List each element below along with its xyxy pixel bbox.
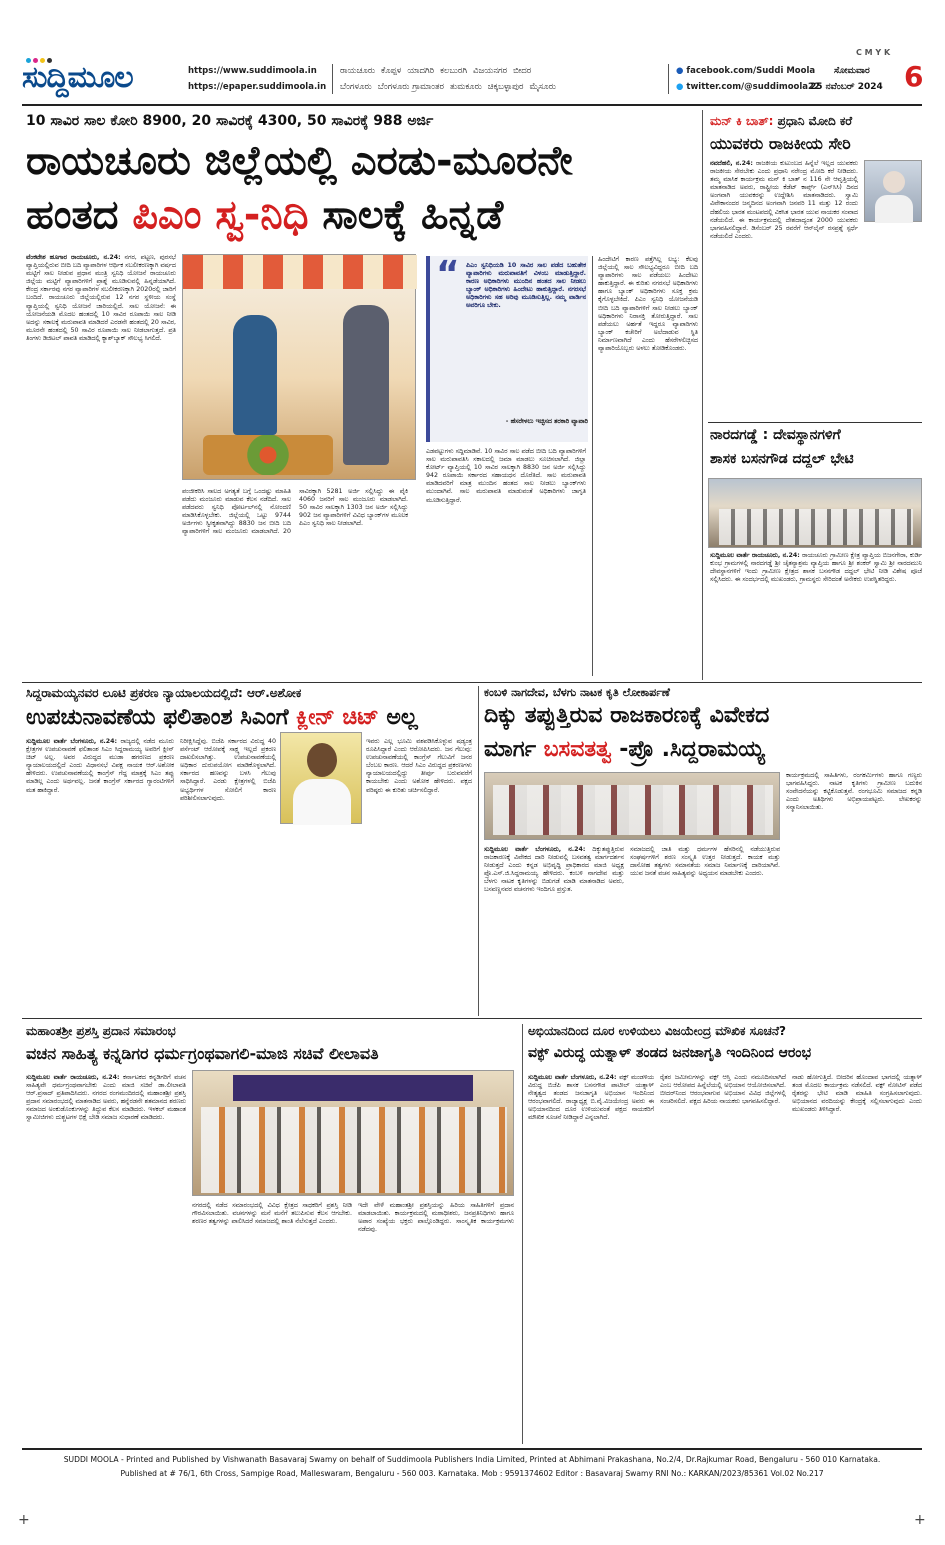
lead-col2: ಪಂಜೀಕರಿಸಿ ಸಾಲದ ಅಗತ್ಯತೆ ಬಗ್ಗೆ ಒಂದಷ್ಟು ಮಾಹಿತಿ ಪಡೆದು ಮಂಜೂರು ಮಾಡುವ ಕೆಲಸ ನಡೆದಿದೆ. ಸಾಲ ಪಡೆದವರು ಸ್ವನಿಧಿ ಪೋರ್ಟಲ್‌ನಲ್ಲಿ ನೋಂದಣಿ ಮಾಡಿಸಿಕೊಳ್ಳಬೇಕು. ಜಿಲ್ಲೆಯಲ್ಲಿ ಒಟ್ಟು 9744 ಅರ್ಜಿಗಳು ಸ್ವೀಕೃತವಾಗಿದ್ದು 8830 ಜನ ಬೀದಿ ಬದಿ ವ್ಯಾಪಾರಿಗಳಿಗೆ ಸಾಲ ಮಂಜೂರು ಮಾಡಲಾಗಿದೆ. 20 ಸಾವಿರಕ್ಕಾಗಿ 5281 ಅರ್ಜಿ ಸಲ್ಲಿಸಿದ್ದು ಈ ಪೈಕಿ 4060 ಜನರಿಗೆ ಸಾಲ ಮಂಜೂರು ಮಾಡಲಾಗಿದೆ. 50 ಸಾವಿರ ಸಾಲಕ್ಕಾಗಿ 1303 ಜನ ಅರ್ಜಿ ಸಲ್ಲಿಸಿದ್ದು 902 ಜನ ವ್ಯಾಪಾರಿಗಳಿಗೆ ವಿವಿಧ ಬ್ಯಾಂಕ್‌ಗಳ ಮೂಲಕ ಪಿಎಂ ಸ್ವನಿಧಿ ಸಾಲ ನೀಡಲಾಗಿದೆ.: [182, 488, 408, 536]
side2-headline-line1: ನಾರದಗಡ್ಡೆ : ದೇವಸ್ಥಾನಗಳಿಗೆ: [710, 427, 841, 443]
lead-kicker: 10 ಸಾವಿರ ಸಾಲ ಕೋರಿ 8900, 20 ಸಾವಿರಕ್ಕೆ 4300, 50 ಸಾವಿರಕ್ಕೆ 988 ಅರ್ಜಿ: [26, 113, 434, 129]
people-row-icon: [201, 1107, 507, 1193]
nav-item[interactable]: ತುಮಕೂರು: [450, 82, 482, 92]
vendor-quote: [426, 256, 588, 442]
side1-headline: ಯುವಕರು ರಾಜಕೀಯ ಸೇರಿ: [710, 134, 851, 153]
issue-date: 25 ನವೆಂಬರ್ 2024: [810, 82, 883, 92]
footer-imprint-line2: Published at # 76/1, 6th Cross, Sampige Road, Malleswaram, Bengaluru - 560 003. Karnataka. Mob : 9591374602 Editor : Basavaraj Swamy RNI No.: KARKAN/2023/85361 Vol.02 No.217: [120, 1469, 824, 1478]
nav-item[interactable]: ಬೀದರ: [513, 66, 532, 76]
stall-awning-icon: [183, 255, 417, 289]
website-link[interactable]: https://www.suddimoola.in: [188, 66, 317, 76]
story5-kicker: ಅಭಿಯಾನದಿಂದ ದೂರ ಉಳಿಯಲು ವಿಜಯೇಂದ್ರ ಮೌಖಿಕ ಸೂಚನೆ?: [528, 1024, 786, 1038]
award-ceremony-photo: [192, 1070, 514, 1196]
lead-headline-line2: ಹಂತದ ಪಿಎಂ ಸ್ವ-ನಿಧಿ ಸಾಲಕ್ಕೆ ಹಿನ್ನಡೆ: [26, 192, 504, 238]
modi-photo: [864, 160, 922, 222]
stage-banner-icon: [233, 1075, 473, 1101]
masthead-logo[interactable]: ಸುದ್ದಿಮೂಲ: [22, 60, 133, 95]
footer-imprint-line1: SUDDI MOOLA - Printed and Published by Vishwanath Basavaraj Swamy on behalf of Suddimoola Publishers India Limited, Printed at Abhimani Prakashana, No.2/4, Dr.Rajkumar Road, Bengaluru - 560 010 Karnataka.: [63, 1455, 881, 1464]
nav-item[interactable]: ಬೆಂಗಳೂರು ಗ್ರಾಮಾಂತರ: [377, 82, 445, 92]
street-vendor-illustration: [182, 254, 416, 480]
story5-col3: ನಾಡು ಹೋಗುತ್ತಿದೆ. ಬೀದರಿನ ಹೊಂದಾವ ಭಾಗದಲ್ಲಿ ಯತ್ನಾಳ್ ತಂಡ ಮೊದಲ ಕಾರ್ಯಕ್ರಮ ನಡೆಸಲಿದೆ. ವಕ್ಫ್ ನೋಟಿಸ್ ಪಡೆದ ರೈತರನ್ನು ಭೇಟಿ ಮಾಡಿ ಮಾಹಿತಿ ಸಂಗ್ರಹಿಸಲಾಗುವುದು. ಅಭಿಯಾನದ ವರದಿಯನ್ನು ಕೇಂದ್ರಕ್ಕೆ ಸಲ್ಲಿಸಲಾಗುವುದು ಎಂದು ಮುಖಂಡರು ತಿಳಿಸಿದ್ದಾರೆ.: [792, 1074, 922, 1114]
registration-mark-icon: +: [18, 1512, 30, 1528]
website-links: [188, 66, 328, 92]
nav-item[interactable]: ಯಾದಗಿರಿ: [407, 66, 435, 76]
quote-author: - ಹೆಸರೇಳಲು ಇಚ್ಛಿಸದ ತರಕಾರಿ ವ್ಯಾಪಾರಿ: [505, 418, 588, 425]
district-nav-row2: [340, 82, 660, 92]
vegetable-basket-icon: [203, 435, 333, 475]
story4-kicker: ಮಹಾಂತಶ್ರೀ ಪ್ರಶಸ್ತಿ ಪ್ರದಾನ ಸಮಾರಂಭ: [26, 1024, 176, 1038]
story3-kicker: ಕಂಬಳಿ ನಾಗದೇವ, ಬೆಳಗು ನಾಟಕ ಕೃತಿ ಲೋಕಾರ್ಪಣೆ: [484, 686, 670, 699]
issue-day: ಸೋಮವಾರ: [834, 66, 870, 76]
nav-item[interactable]: ಕಲಬುರಗಿ: [440, 66, 468, 76]
person-body-icon: [875, 195, 913, 223]
social-links: [676, 66, 826, 92]
masthead-dots: [26, 48, 86, 56]
story4-col1: ಸುದ್ದಿಮೂಲ ವಾರ್ತೆ ರಾಯಚೂರು, ನ.24: ಕರ್ನಾಟಕದ ಕನ್ನಡಿಗರಿಗೆ ವಚನ ಸಾಹಿತ್ಯವೇ ಧರ್ಮಗ್ರಂಥವಾಗಬೇಕು ಎಂದು ಮಾಜಿ ಸಚಿವೆ ಡಾ.ಲೀಲಾವತಿ ಆರ್.ಪ್ರಸಾದ್ ಪ್ರತಿಪಾದಿಸಿದರು. ನಗರದ ರಂಗಮಂದಿರದಲ್ಲಿ ಮಹಾಂತಶ್ರೀ ಪ್ರಶಸ್ತಿ ಪ್ರದಾನ ಸಮಾರಂಭದಲ್ಲಿ ಮಾತನಾಡಿದ ಅವರು, ಹನ್ನೆರಡನೇ ಶತಮಾನದ ಶರಣರು ಸಮಾಜದ ಅಂಕುಡೊಂಕುಗಳನ್ನು ತಿದ್ದುವ ಕೆಲಸ ಮಾಡಿದರು. ಇಳಕಲ್ ಮಹಾಂತ ಸ್ವಾಮೀಜಿಗಳು ದುಶ್ಚಟಗಳ ಭಿಕ್ಷೆ ಬೇಡಿ ಸಮಾಜ ಸುಧಾರಣೆ ಮಾಡಿದರು.: [26, 1074, 186, 1122]
people-row-icon: [493, 785, 773, 835]
story4-col3: ಇದೇ ವೇಳೆ ಮಹಾಂತಶ್ರೀ ಪ್ರಶಸ್ತಿಯನ್ನು ಹಿರಿಯ ಸಾಹಿತಿಗಳಿಗೆ ಪ್ರದಾನ ಮಾಡಲಾಯಿತು. ಕಾರ್ಯಕ್ರಮದಲ್ಲಿ ಮಠಾಧೀಶರು, ಜನಪ್ರತಿನಿಧಿಗಳು ಹಾಗೂ ಅಪಾರ ಸಂಖ್ಯೆಯ ಭಕ್ತರು ಪಾಲ್ಗೊಂಡಿದ್ದರು. ಸಾಂಸ್ಕೃತಿಕ ಕಾರ್ಯಕ್ರಮಗಳು ನಡೆದವು.: [358, 1202, 514, 1234]
nav-item[interactable]: ಬೆಂಗಳೂರು: [340, 82, 372, 92]
story5-col1: ಸುದ್ದಿಮೂಲ ವಾರ್ತೆ ಬೆಂಗಳೂರು, ನ.24: ವಕ್ಫ್ ಮಂಡಳಿಯ ವಿರುದ್ಧ ಬಿಜೆಪಿ ಶಾಸಕ ಬಸನಗೌಡ ಪಾಟೀಲ್ ಯತ್ನಾಳ್ ನೇತೃತ್ವದ ತಂಡದ ಜನಜಾಗೃತಿ ಅಭಿಯಾನ ಇಂದಿನಿಂದ ಆರಂಭವಾಗಲಿದೆ. ರಾಜ್ಯಾಧ್ಯಕ್ಷ ಬಿ.ವೈ.ವಿಜಯೇಂದ್ರ ಅವರು ಈ ಅಭಿಯಾನದಿಂದ ದೂರ ಉಳಿಯುವಂತೆ ಪಕ್ಷದ ನಾಯಕರಿಗೆ ಮೌಖಿಕ ಸೂಚನೆ ನೀಡಿದ್ದಾರೆ ಎನ್ನಲಾಗಿದೆ.: [528, 1074, 654, 1122]
nav-item[interactable]: ಚಿಕ್ಕಬಳ್ಳಾಪುರ: [487, 82, 524, 92]
customer-figure-icon: [343, 305, 389, 465]
twitter-link[interactable]: ● twitter.com/@suddimoola22: [676, 82, 820, 92]
side1-kicker: ಮನ್ ಕಿ ಬಾತ್: ಪ್ರಧಾನಿ ಮೋದಿ ಕರೆ: [710, 114, 853, 128]
story2-col3: ಇವರು ಎಲ್ಲ ಭೂಮಿ ವಶಪಡಿಸಿಕೊಳ್ಳುವ ಷಡ್ಯಂತ್ರ ರೂಪಿಸಿದ್ದಾರೆ ಎಂದು ಆರೋಪಿಸಿದರು. ಜನ ಗೆಲುವು: ಉಪಚುನಾವಣೆಯಲ್ಲಿ ಕಾಂಗ್ರೆಸ್ ಗೆಲುವಿಗೆ ಜನರ ಬೆಂಬಲ ಕಾರಣ. ಆದರೆ ಸಿಎಂ ವಿರುದ್ಧದ ಪ್ರಕರಣಗಳು ನ್ಯಾಯಾಲಯದಲ್ಲಿದ್ದು ತೀರ್ಪು ಬರುವವರೆಗೆ ಕಾಯಬೇಕು ಎಂದು ಅಶೋಕ ಹೇಳಿದರು. ಪಕ್ಷದ ವರಿಷ್ಠರು ಈ ಕುರಿತು ಚರ್ಚಿಸಲಿದ್ದಾರೆ.: [366, 738, 472, 794]
story3-col2: ಸಮಾಜದಲ್ಲಿ ಜಾತಿ ಮತ್ತು ಧರ್ಮಗಳ ಹೆಸರಿನಲ್ಲಿ ನಡೆಯುತ್ತಿರುವ ಸಂಘರ್ಷಗಳಿಗೆ ಶರಣ ಸಂಸ್ಕೃತಿ ಉತ್ತರ ನೀಡುತ್ತದೆ. ಕಾಯಕ ಮತ್ತು ದಾಸೋಹ ತತ್ವಗಳು ಸಮಾನತೆಯ ಸಮಾಜ ನಿರ್ಮಾಣಕ್ಕೆ ದಾರಿಯಾಗಿವೆ. ಯುವ ಜನತೆ ವಚನ ಸಾಹಿತ್ಯವನ್ನು ಅಧ್ಯಯನ ಮಾಡಬೇಕು ಎಂದರು.: [630, 846, 780, 878]
person-head-icon: [883, 171, 905, 193]
facebook-icon: ●: [676, 66, 684, 76]
nav-item[interactable]: ವಿಜಯನಗರ: [473, 66, 508, 76]
registration-mark-icon: +: [914, 1512, 926, 1528]
story2-col1: ಸುದ್ದಿಮೂಲ ವಾರ್ತೆ ಬೆಂಗಳೂರು, ನ.24: ರಾಜ್ಯದಲ್ಲಿ ನಡೆದ ಮೂರು ಕ್ಷೇತ್ರಗಳ ಉಪಚುನಾವಣೆ ಫಲಿತಾಂಶ ಸಿಎಂ ಸಿದ್ದರಾಮಯ್ಯ ಅವರಿಗೆ ಕ್ಲೀನ್ ಚಿಟ್ ಅಲ್ಲ. ಅವರ ವಿರುದ್ಧದ ಮುಡಾ ಹಗರಣದ ಪ್ರಕರಣ ನ್ಯಾಯಾಲಯದಲ್ಲಿದೆ ಎಂದು ವಿಧಾನಸಭೆ ವಿಪಕ್ಷ ನಾಯಕ ಆರ್.ಅಶೋಕ ಹೇಳಿದರು. ಉಪಚುನಾವಣೆಯಲ್ಲಿ ಕಾಂಗ್ರೆಸ್ ಗೆದ್ದ ಮಾತ್ರಕ್ಕೆ ಸಿಎಂ ತಪ್ಪು ಮಾಡಿಲ್ಲ ಎಂದು ಅರ್ಥವಲ್ಲ. ಜನತೆ ಕಾಂಗ್ರೆಸ್ ಸರ್ಕಾರದ ಗ್ಯಾರಂಟಿಗಳಿಗೆ ಮತ ಹಾಕಿದ್ದಾರೆ.: [26, 738, 174, 794]
nav-item[interactable]: ಕೊಪ್ಪಳ: [381, 66, 402, 76]
story2-col2: ನಿರೀಕ್ಷಿಸಿದ್ದೆವು. ಬಿಜೆಪಿ ಸರ್ಕಾರದ ವಿರುದ್ಧ 40 ಪರ್ಸೆಂಟ್ ಆರೋಪಕ್ಕೆ ಸಾಕ್ಷ್ಯ ಇಲ್ಲದೆ ಪ್ರಕರಣ ದಾಖಲಿಸಲಾಗಿತ್ತು. ಉಪಚುನಾವಣೆಯಲ್ಲಿ ಅಧಿಕಾರ ದುರುಪಯೋಗ ಮಾಡಿಕೊಳ್ಳಲಾಗಿದೆ. ಸರ್ಕಾರದ ಹಣವನ್ನು ಬಳಸಿ ಗೆಲುವು ಸಾಧಿಸಿದ್ದಾರೆ. ಎರಡು ಕ್ಷೇತ್ರಗಳಲ್ಲಿ ಬಿಜೆಪಿ ಅಭ್ಯರ್ಥಿಗಳ ಸೋಲಿಗೆ ಕಾರಣ ಪರಿಶೀಲಿಸಲಾಗುವುದು.: [180, 738, 276, 802]
twitter-icon: ●: [676, 82, 684, 92]
side2-text: ಸುದ್ದಿಮೂಲ ವಾರ್ತೆ ರಾಯಚೂರು, ನ.24: ರಾಯಚೂರು ಗ್ರಾಮೀಣ ಕ್ಷೇತ್ರ ವ್ಯಾಪ್ತಿಯ ಬಿಜನಗೇರಾ, ಕುರ್ಡಿ ಕುಂಭ ಗ್ರಾಮಗಳಲ್ಲಿ ನಾರದಗಡ್ಡೆ ಶ್ರೀ ಚೈತನ್ಯಾಶ್ರಮ ವ್ಯಾಪ್ತಿಯ ಹಾಗೂ ಶ್ರೀ ಶಂಕರ್ ಸ್ವಾಮಿ ಶ್ರೀ ನಾರದಮುನಿ ದೇವಸ್ಥಾನಗಳಿಗೆ ಇಂದು ಗ್ರಾಮೀಣ ಕ್ಷೇತ್ರದ ಶಾಸಕ ಬಸನಗೌಡ ದದ್ದಲ್ ಭೇಟಿ ನೀಡಿ ವಿಶೇಷ ಪೂಜೆ ಸಲ್ಲಿಸಿದರು. ಈ ಸಂದರ್ಭದಲ್ಲಿ ಮುಖಂಡರು, ಗ್ರಾಮಸ್ಥರು ಸೇರಿದಂತೆ ಅನೇಕರು ಉಪಸ್ಥಿತರಿದ್ದರು.: [710, 552, 922, 584]
lead-headline-line1: ರಾಯಚೂರು ಜಿಲ್ಲೆಯಲ್ಲಿ ಎರಡು-ಮೂರನೇ: [26, 138, 573, 184]
story2-headline: ಉಪಚುನಾವಣೆಯ ಫಲಿತಾಂಶ ಸಿಎಂಗೆ ಕ್ಲೀನ್ ಚಿಟ್ ಅಲ್ಲ: [26, 705, 418, 730]
quote-text: ಪಿಎಂ ಸ್ವನಿಧಿಯಡಿ 10 ಸಾವಿರ ಸಾಲ ಪಡೆದ ಬಹುತೇಕ ವ್ಯಾಪಾರಿಗಳು ಮರುಪಾವತಿಗೆ ವಿಳಂಬ ಮಾಡುತ್ತಿದ್ದಾರೆ. ಕಾರಣ ಅಧಿಕಾರಿಗಳು ಮುಂದಿನ ಹಂತದ ಸಾಲ ನೀಡಲು ಬ್ಯಾಂಕ್ ಅಧಿಕಾರಿಗಳು ಹಿಂದೇಟು ಹಾಕುತ್ತಿದ್ದಾರೆ. ನಗರಸಭೆ ಅಧಿಕಾರಿಗಳು ಸಹ ಅರಿವು ಮೂಡಿಸುತ್ತಿಲ್ಲ. ನಮ್ಮ ವಾರ್ಡಿನ ಅವರಿಗೂ ಬೇಕು.: [466, 262, 586, 310]
side2-headline-line2: ಶಾಸಕ ಬಸನಗೌಡ ದದ್ದಲ್ ಭೇಟಿ: [710, 451, 854, 467]
nav-item[interactable]: ಮೈಸೂರು: [529, 82, 556, 92]
story4-col2: ನಗರದಲ್ಲಿ ನಡೆದ ಸಮಾರಂಭದಲ್ಲಿ ವಿವಿಧ ಕ್ಷೇತ್ರದ ಸಾಧಕರಿಗೆ ಪ್ರಶಸ್ತಿ ನೀಡಿ ಗೌರವಿಸಲಾಯಿತು. ವಚನಗಳನ್ನು ಮನೆ ಮನೆಗೆ ತಲುಪಿಸುವ ಕೆಲಸ ಆಗಬೇಕು. ಶರಣರ ತತ್ವಗಳನ್ನು ಪಾಲಿಸಿದರೆ ಸಮಾಜದಲ್ಲಿ ಶಾಂತಿ ನೆಲೆಸುತ್ತದೆ ಎಂದರು.: [192, 1202, 352, 1226]
page-number: 6: [904, 60, 924, 93]
story5-col2: ರೈತರ ಜಮೀನುಗಳನ್ನು ವಕ್ಫ್ ಆಸ್ತಿ ಎಂದು ನಮೂದಿಸಲಾಗಿದೆ ಎಂಬ ಆರೋಪದ ಹಿನ್ನೆಲೆಯಲ್ಲಿ ಅಭಿಯಾನ ಆಯೋಜಿಸಲಾಗಿದೆ. ಬೀದರ್‌ನಿಂದ ಆರಂಭವಾಗುವ ಅಭಿಯಾನ ವಿವಿಧ ಜಿಲ್ಲೆಗಳಲ್ಲಿ ಸಂಚರಿಸಲಿದೆ. ಪಕ್ಷದ ಹಿರಿಯ ನಾಯಕರು ಭಾಗವಹಿಸಲಿದ್ದಾರೆ.: [660, 1074, 786, 1106]
story4-headline: ವಚನ ಸಾಹಿತ್ಯ ಕನ್ನಡಿಗರ ಧರ್ಮಗ್ರಂಥವಾಗಲಿ-ಮಾಜಿ ಸಚಿವೆ ಲೀಲಾವತಿ: [26, 1044, 379, 1063]
story2-kicker: ಸಿದ್ದರಾಮಯ್ಯನವರ ಲೂಟಿ ಪ್ರಕರಣ ನ್ಯಾಯಾಲಯದಲ್ಲಿದೆ: ಆರ್.ಅಶೋಕ: [26, 686, 302, 700]
masthead: [0, 0, 945, 108]
temple-visit-photo: [708, 478, 922, 548]
lead-col4: ಹಿಂದೇಟಿಗೆ ಕಾರಣ ಪತ್ತೆಗಿಲ್ಲ ಲಭ್ಯ: ಕೆಲವು ಜಿಲ್ಲೆಯಲ್ಲಿ ಸಾಲ ಸೌಲಭ್ಯವಿದ್ದರೂ ಬೀದಿ ಬದಿ ವ್ಯಾಪಾರಿಗಳು ಸಾಲ ಪಡೆಯಲು ಹಿಂದೇಟು ಹಾಕುತ್ತಿದ್ದಾರೆ. ಈ ಕುರಿತು ನಗರಸಭೆ ಅಧಿಕಾರಿಗಳು ಹಾಗೂ ಬ್ಯಾಂಕ್ ಅಧಿಕಾರಿಗಳು ಸೂಕ್ತ ಕ್ರಮ ಕೈಗೊಳ್ಳಬೇಕಿದೆ. ಪಿಎಂ ಸ್ವನಿಧಿ ಯೋಜನೆಯಡಿ ಬೀದಿ ಬದಿ ವ್ಯಾಪಾರಿಗಳಿಗೆ ಸಾಲ ನೀಡಲು ಬ್ಯಾಂಕ್ ಅಧಿಕಾರಿಗಳು ನಿರಾಸಕ್ತಿ ತೋರುತ್ತಿದ್ದಾರೆ. ಸಾಲ ಪಡೆಯಲು ಅರ್ಹತೆ ಇದ್ದರೂ ವ್ಯಾಪಾರಿಗಳು ಬ್ಯಾಂಕ್ ಕಚೇರಿಗೆ ಅಲೆದಾಡುವ ಸ್ಥಿತಿ ನಿರ್ಮಾಣವಾಗಿದೆ ಎಂದು ಹೆಸರೇಳಲಿಚ್ಛಿಸದ ವ್ಯಾಪಾರಿಯೊಬ್ಬರು ಅಳಲು ತೋಡಿಕೊಂಡರು.: [598, 256, 698, 353]
person-head-icon: [307, 743, 337, 777]
nav-item[interactable]: ರಾಯಚೂರು: [340, 66, 376, 76]
district-nav-row1: [340, 66, 660, 76]
cmyk-mark: C M Y K: [856, 48, 891, 57]
crowd-icon: [719, 509, 913, 545]
quote-mark-icon: “: [436, 254, 460, 295]
person-body-icon: [293, 779, 351, 825]
lead-col1: ವೆಂಕಟೇಶ ಹೂಗಾರ ರಾಯಚೂರು, ನ.24: ನಗರ, ಪಟ್ಟಣ, ಪುರಸಭೆ ವ್ಯಾಪ್ತಿಯಲ್ಲಿರುವ ಬೀದಿ ಬದಿ ವ್ಯಾಪಾರಿಗಳ ಆರ್ಥಿಕ ಸಬಲೀಕರಣಕ್ಕಾಗಿ ವರ್ಷದ ಮಟ್ಟಿಗೆ ಸಾಲ ನೀಡುವ ಪ್ರಧಾನ ಮಂತ್ರಿ ಸ್ವನಿಧಿ ಯೋಜನೆ ರಾಯಚೂರು ಜಿಲ್ಲೆಯ ಮಟ್ಟಿಗೆ ವ್ಯಾಪಾರಿಗಳಿಗೆ ಪ್ರಾಶ್ನೆ ಮೂಡಿಸುವಲ್ಲಿ ಹಿನ್ನಡೆಯಾಗಿದೆ. ಕೇಂದ್ರ ಸರ್ಕಾರವು ನಗರ ವ್ಯಾಪಾರಿಗಳ ಸಬಲೀಕರಣಕ್ಕಾಗಿ 2020ರಲ್ಲಿ ಜಾರಿಗೆ ಬಂದಿದೆ. ರಾಯಚೂರು ಜಿಲ್ಲೆಯಲ್ಲಿರುವ 12 ನಗರ ಸ್ಥಳೀಯ ಸಂಸ್ಥೆ ವ್ಯಾಪ್ತಿಯಲ್ಲಿ ಸ್ವನಿಧಿ ಯೋಜನೆ ಜಾರಿಯಲ್ಲಿದೆ. ಸಾಲ ಯೋಜನೆ: ಈ ಯೋಜನೆಯಡಿ ಮೊದಲ ಹಂತದಲ್ಲಿ 10 ಸಾವಿರ ರೂಪಾಯಿ ಸಾಲ ನೀಡಿ ಅದನ್ನು ಸಕಾಲಕ್ಕೆ ಮರುಪಾವತಿ ಮಾಡಿದರೆ ಎರಡನೇ ಹಂತದಲ್ಲಿ 20 ಸಾವಿರ, ಮೂರನೇ ಹಂತದಲ್ಲಿ 50 ಸಾವಿರ ರೂಪಾಯಿ ಸಾಲ ನೀಡಲಾಗುತ್ತದೆ. ಪ್ರತಿ ತಿಂಗಳು ಡಿಜಿಟಲ್ ಪಾವತಿ ಮಾಡಿದಲ್ಲಿ ಕ್ಯಾಶ್‌ಬ್ಯಾಕ್ ಸೌಲಭ್ಯ ಸಿಗಲಿದೆ.: [26, 254, 176, 342]
byline: ವೆಂಕಟೇಶ ಹೂಗಾರ ರಾಯಚೂರು, ನ.24:: [26, 254, 121, 261]
facebook-link[interactable]: ● facebook.com/Suddi Moola: [676, 66, 816, 76]
story3-col3: ಕಾರ್ಯಕ್ರಮದಲ್ಲಿ ಸಾಹಿತಿಗಳು, ರಂಗಕರ್ಮಿಗಳು ಹಾಗೂ ಗಣ್ಯರು ಭಾಗವಹಿಸಿದ್ದರು. ನಾಟಕ ಕೃತಿಗಳು ಗ್ರಾಮೀಣ ಬದುಕಿನ ಸಂವೇದನೆಯನ್ನು ಕಟ್ಟಿಕೊಡುತ್ತವೆ. ರಂಗಭೂಮಿ ಸಮಾಜದ ಕನ್ನಡಿ ಎಂದು ಅತಿಥಿಗಳು ಅಭಿಪ್ರಾಯಪಟ್ಟರು. ಲೇಖಕರನ್ನು ಸನ್ಮಾನಿಸಲಾಯಿತು.: [786, 772, 922, 812]
side1-text: ನವದೆಹಲಿ, ನ.24: ರಾಜಕೀಯ ಕುಟುಂಬದ ಹಿನ್ನೆಲೆ ಇಲ್ಲದ ಯುವಕರು ರಾಜಕೀಯ ಸೇರಬೇಕು ಎಂದು ಪ್ರಧಾನಿ ನರೇಂದ್ರ ಮೋದಿ ಕರೆ ನೀಡಿದರು. ತಮ್ಮ ಮಾಸಿಕ ಕಾರ್ಯಕ್ರಮ ಮನ್ ಕಿ ಬಾತ್ ನ 116 ನೇ ಆವೃತ್ತಿಯಲ್ಲಿ ಮಾತನಾಡಿದ ಅವರು, ರಾಷ್ಟ್ರೀಯ ಕೆಡೆಟ್ ಕಾರ್ಪ್ಸ್ (ಎನ್‌ಸಿಸಿ) ದಿನದ ಅಂಗವಾಗಿ ಯುವಕರನ್ನು ಉದ್ದೇಶಿಸಿ ಮಾತನಾಡಿದರು. ಸ್ವಾಮಿ ವಿವೇಕಾನಂದರ ಜನ್ಮದಿನದ ಅಂಗವಾಗಿ ಜನವರಿ 11 ಮತ್ತು 12 ರಂದು ದೆಹಲಿಯ ಭಾರತ ಮಂಟಪದಲ್ಲಿ ವಿಕಸಿತ ಭಾರತ ಯುವ ನಾಯಕರ ಸಂವಾದ ನಡೆಯಲಿದೆ. ಈ ಕಾರ್ಯಕ್ರಮದಲ್ಲಿ ದೇಶದಾದ್ಯಂತ 2000 ಯುವಕರು ಭಾಗವಹಿಸಲಿದ್ದಾರೆ. ಡಿಸೆಂಬರ್ 25 ರವರೆಗೆ ಆನ್‌ಲೈನ್ ರಸಪ್ರಶ್ನೆ ಸ್ಪರ್ಧೆ ನಡೆಯಲಿದೆ ಎಂದರು.: [710, 160, 858, 240]
book-release-photo: [484, 772, 780, 840]
vendor-figure-icon: [233, 315, 277, 435]
story3-headline-line1: ದಿಕ್ಕು ತಪ್ಪುತ್ತಿರುವ ರಾಜಕಾರಣಕ್ಕೆ ವಿವೇಕದ: [484, 703, 770, 728]
ashoka-photo: [280, 732, 362, 824]
lead-col3: ಎಡವಟ್ಟುಗಳು ಸದ್ದಿಮಾಡಿವೆ. 10 ಸಾವಿರ ಸಾಲ ಪಡೆದ ಬೀದಿ ಬದಿ ವ್ಯಾಪಾರಿಗಳಿಗೆ ಸಾಲ ಮರುಪಾವತಿಸಿ ಸಕಾಲದಲ್ಲಿ ಜಮಾ ಮಾಡಲು ಸೂಚಿಸಲಾಗಿದೆ. ಜಿಲ್ಲಾ ಕೋರ್ಟ್ ವ್ಯಾಪ್ತಿಯಲ್ಲಿ 10 ಸಾವಿರ ಸಾಲಕ್ಕಾಗಿ 8830 ಜನ ಅರ್ಜಿ ಸಲ್ಲಿಸಿದ್ದು 942 ರೂಪಾಯಿ ಸರ್ಕಾರದ ಸಹಾಯಧನ ದೊರೆತಿದೆ. ಸಾಲ ಮರುಪಾವತಿ ಮಾಡಿದವರಿಗೆ ಮಾತ್ರ ಮುಂದಿನ ಹಂತದ ಸಾಲ ನೀಡಲು ಬ್ಯಾಂಕ್‌ಗಳು ಮುಂದಾಗಿವೆ. ಸಾಲ ಮರುಪಾವತಿ ಮಾಡುವಂತೆ ಅಧಿಕಾರಿಗಳು ಜಾಗೃತಿ ಮೂಡಿಸುತ್ತಿದ್ದಾರೆ.: [426, 448, 586, 504]
story5-headline: ವಕ್ಫ್ ವಿರುದ್ಧ ಯತ್ನಾಳ್ ತಂಡದ ಜನಜಾಗೃತಿ ಇಂದಿನಿಂದ ಆರಂಭ: [528, 1045, 812, 1061]
epaper-link[interactable]: https://epaper.suddimoola.in: [188, 82, 327, 92]
story3-headline-line2: ಮಾರ್ಗ ಬಸವತತ್ವ -ಪ್ರೊ .ಸಿದ್ದರಾಮಯ್ಯ: [484, 737, 765, 762]
story3-col1: ಸುದ್ದಿಮೂಲ ವಾರ್ತೆ ಬೆಂಗಳೂರು, ನ.24: ದಿಕ್ಕುತಪ್ಪುತ್ತಿರುವ ರಾಜಕಾರಣಕ್ಕೆ ವಿವೇಕದ ದಾರಿ ನೀಡುವಲ್ಲಿ ಬಸವತತ್ವ ಮಾರ್ಗದರ್ಶನ ನೀಡುತ್ತದೆ ಎಂದು ಕನ್ನಡ ಅಭಿವೃದ್ಧಿ ಪ್ರಾಧಿಕಾರದ ಮಾಜಿ ಅಧ್ಯಕ್ಷ ಪ್ರೊ.ಎಸ್.ಜಿ.ಸಿದ್ದರಾಮಯ್ಯ ಹೇಳಿದರು. ಕಂಬಳಿ ನಾಗದೇವ ಮತ್ತು ಬೆಳಗು ನಾಟಕ ಕೃತಿಗಳನ್ನು ಬಿಡುಗಡೆ ಮಾಡಿ ಮಾತನಾಡಿದ ಅವರು, ಬಸವಣ್ಣನವರ ವಚನಗಳು ಇಂದಿಗೂ ಪ್ರಸ್ತುತ.: [484, 846, 624, 894]
district-nav: [340, 66, 660, 92]
